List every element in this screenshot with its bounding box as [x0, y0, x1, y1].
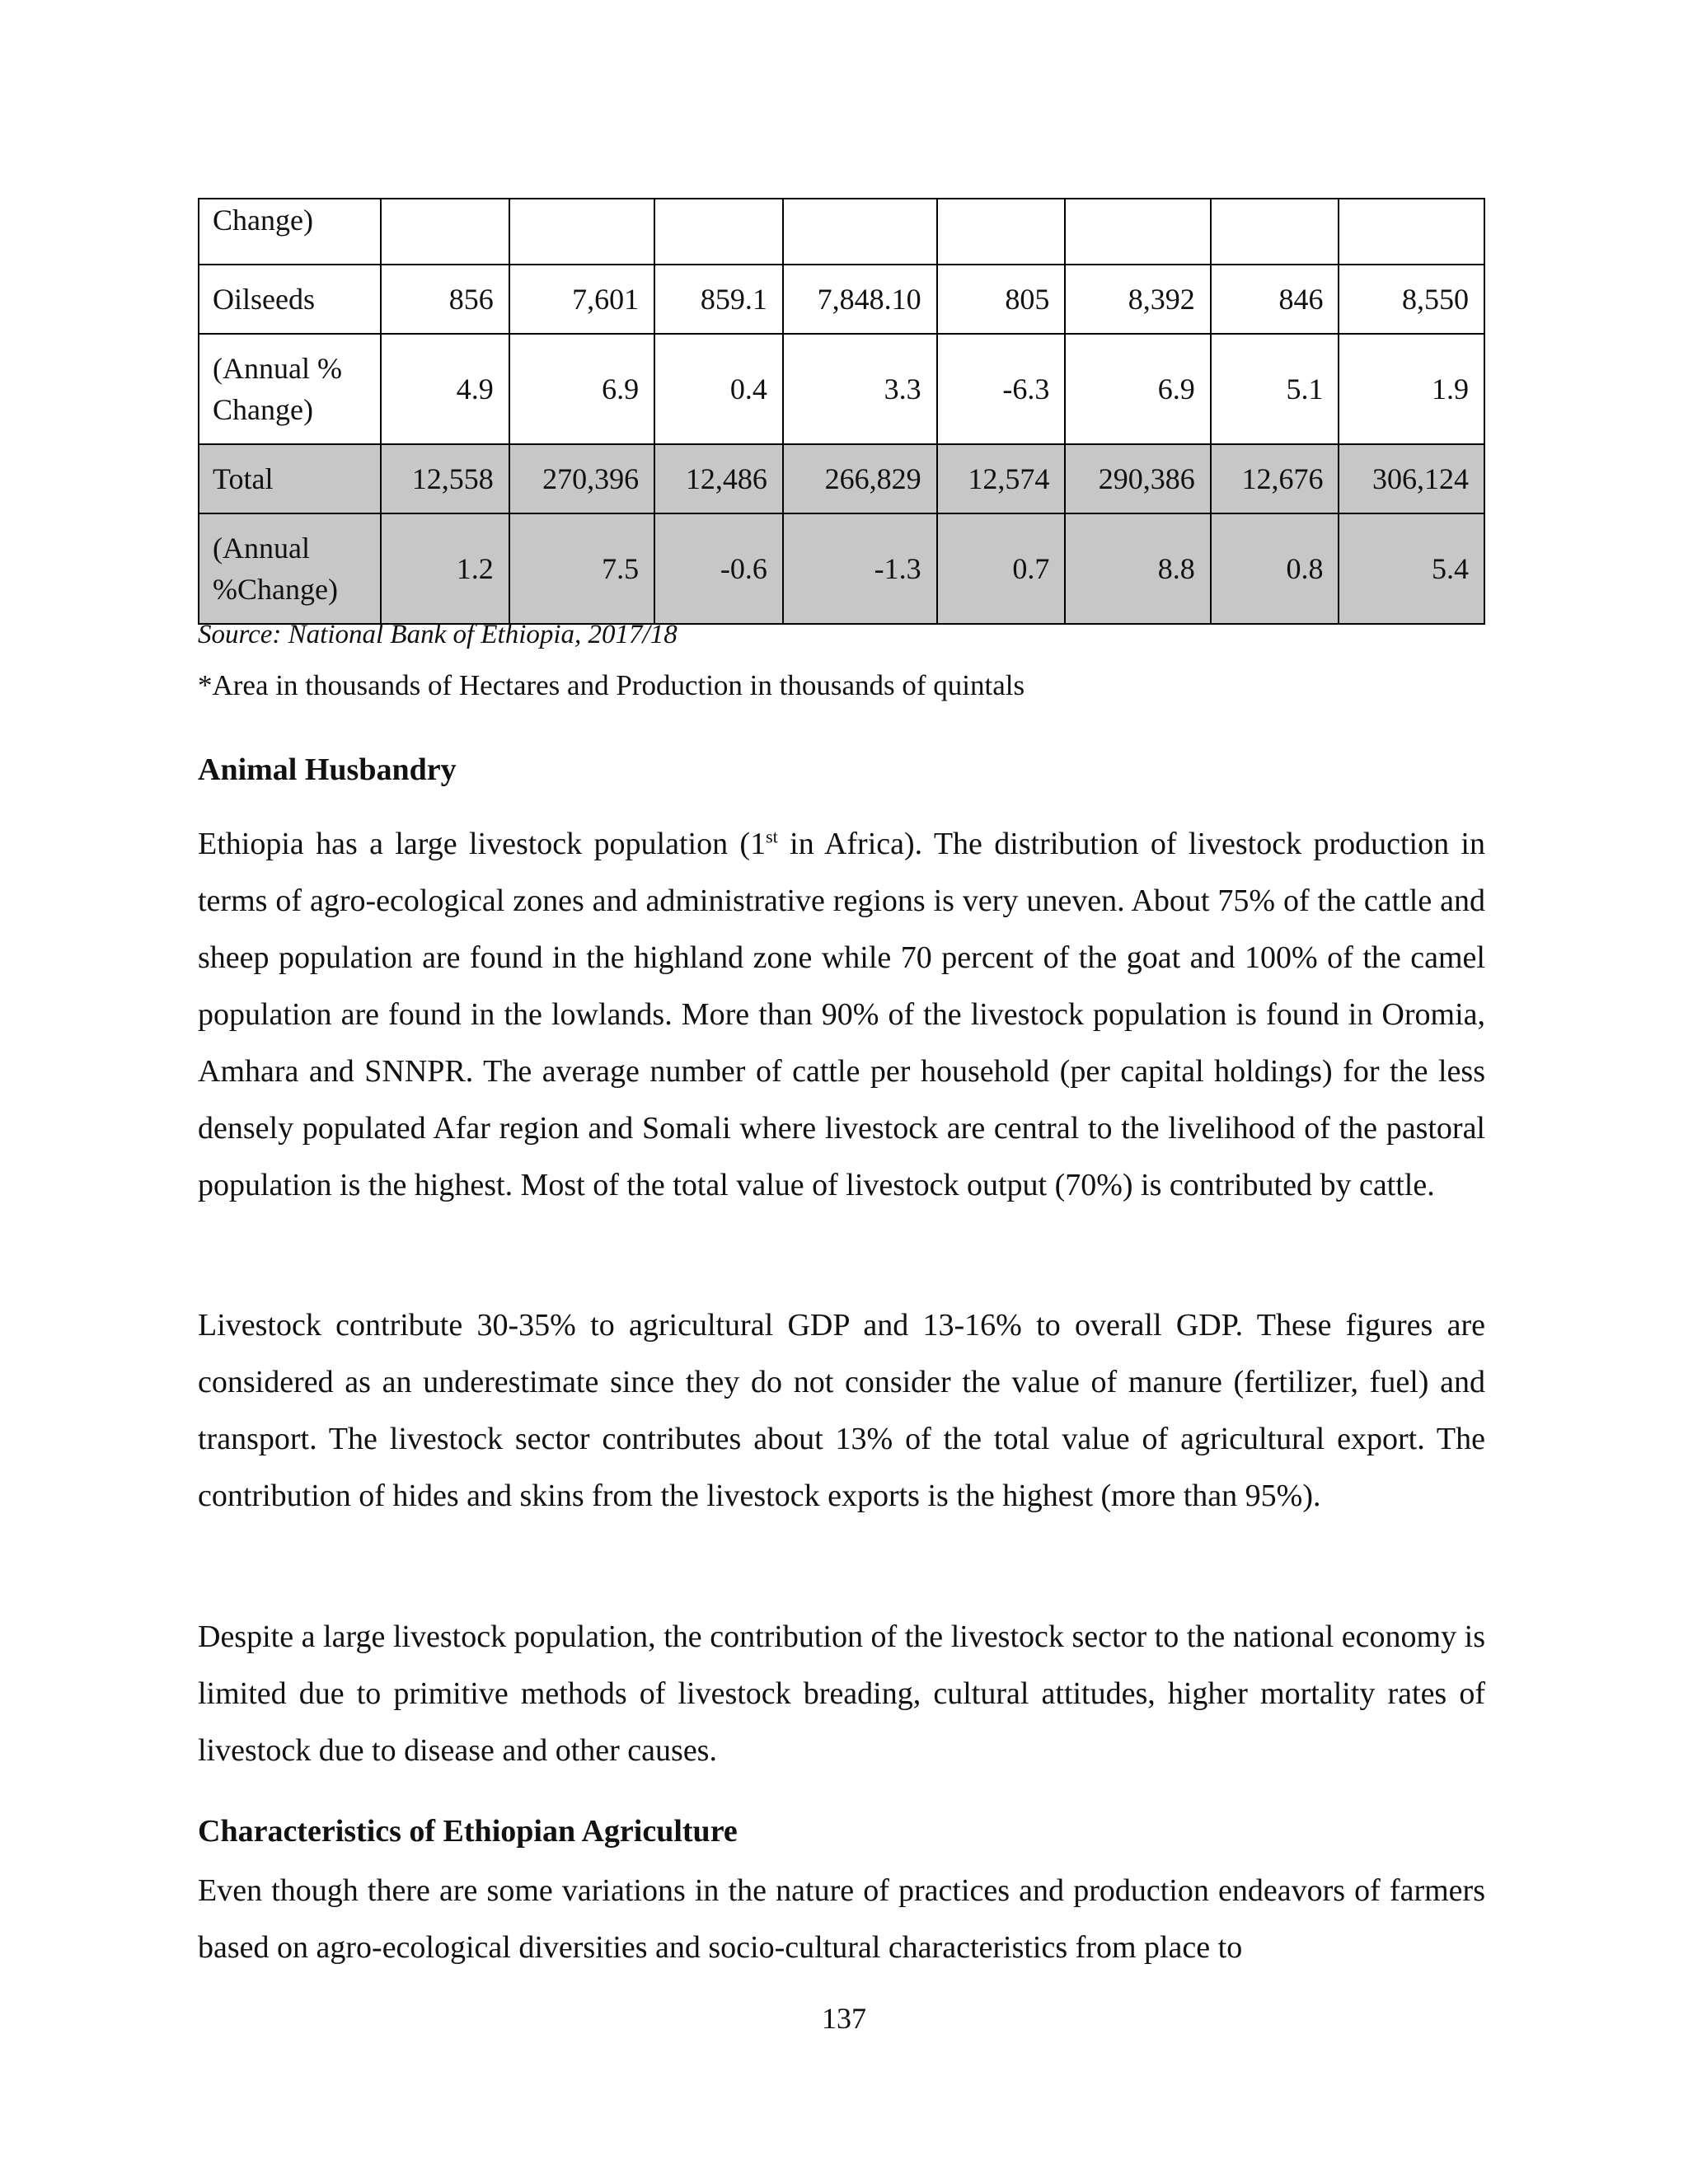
table-row: [199, 334, 1484, 444]
table-cell: 290,386: [1065, 444, 1210, 513]
table-row: [199, 444, 1484, 513]
paragraph-text: in Africa). The distribution of livestock production in terms of agro-ecological zones and administrative regions is very uneven. About 75% of the cattle and sheep population are found in the highland zone while 70 percent of the goat and 100% of the camel population are found in the lowlands. More than 90% of the livestock population is found in Oromia, Amhara and SNNPR. The average number of cattle per household (per capital holdings) for the less densely populated Afar region and Somali where livestock are central to the livelihood of the pastoral population is the highest. Most of the total value of livestock output (70%) is contributed by cattle.: [198, 827, 1485, 1202]
superscript-ordinal: st: [766, 826, 778, 847]
paragraph-livestock-limits: Despite a large livestock population, the contribution of the livestock sector to the national economy is limited due to primitive methods of livestock breading, cultural attitudes, higher mortality rates of livestock due to disease and other causes.: [198, 1619, 1485, 1768]
table-cell: 5.4: [1339, 513, 1484, 624]
paragraph-livestock-gdp: Livestock contribute 30-35% to agricultural GDP and 13-16% to overall GDP. These figures are considered as an underestimate since they do not consider the value of manure (fertilizer, fuel) and transport. The livestock sector contributes about 13% of the total value of agricultural export. The contribution of hides and skins from the livestock exports is the highest (more than 95%).: [198, 1308, 1485, 1513]
table-cell: [937, 199, 1066, 265]
table-cell: 270,396: [509, 444, 654, 513]
row-label-cell: Oilseeds: [199, 265, 381, 334]
row-label-cell: (Annual %Change): [199, 513, 381, 624]
section-heading-animal-husbandry: Animal Husbandry: [198, 752, 457, 787]
table-cell: [654, 199, 783, 265]
table-cell: 1.2: [381, 513, 509, 624]
table-cell: 859.1: [654, 265, 783, 334]
table-cell: 846: [1211, 265, 1339, 334]
table-row: [199, 265, 1484, 334]
table-cell: 5.1: [1211, 334, 1339, 444]
table-row: [199, 199, 1484, 265]
paragraph-text: Ethiopia has a large livestock population (1: [198, 827, 767, 861]
table-cell: 7,848.10: [783, 265, 937, 334]
table-body: [199, 199, 1484, 624]
paragraph-characteristics: Even though there are some variations in the nature of practices and production endeavors of farmers based on agro-ecological diversities and socio-cultural characteristics from place to: [198, 1873, 1485, 1965]
table-cell: 7.5: [509, 513, 654, 624]
table-cell: [783, 199, 937, 265]
table-cell: 8.8: [1065, 513, 1210, 624]
section-heading-characteristics: Characteristics of Ethiopian Agriculture: [198, 1814, 738, 1849]
table-cell: [1065, 199, 1210, 265]
table-cell: 0.8: [1211, 513, 1339, 624]
table-source: Source: National Bank of Ethiopia, 2017/18: [198, 620, 678, 649]
table-cell: 7,601: [509, 265, 654, 334]
table-cell: -0.6: [654, 513, 783, 624]
table-cell: 6.9: [1065, 334, 1210, 444]
table-cell: 6.9: [509, 334, 654, 444]
table-cell: [1211, 199, 1339, 265]
table-cell: 12,574: [937, 444, 1066, 513]
table-cell: 12,486: [654, 444, 783, 513]
table-cell: 12,676: [1211, 444, 1339, 513]
table-cell: -6.3: [937, 334, 1066, 444]
table-footnote: *Area in thousands of Hectares and Production in thousands of quintals: [198, 669, 1025, 701]
table-cell: 266,829: [783, 444, 937, 513]
row-label-cell: (Annual % Change): [199, 334, 381, 444]
page-number: 137: [822, 2002, 866, 2035]
table-cell: [509, 199, 654, 265]
table-cell: 8,550: [1339, 265, 1484, 334]
table-cell: 856: [381, 265, 509, 334]
table-cell: [381, 199, 509, 265]
table-cell: [1339, 199, 1484, 265]
row-label-cell: Change): [199, 199, 381, 265]
table-cell: 8,392: [1065, 265, 1210, 334]
table-cell: 306,124: [1339, 444, 1484, 513]
paragraph-livestock-population: [198, 816, 1485, 1214]
row-label-cell: Total: [199, 444, 381, 513]
table-cell: 0.7: [937, 513, 1066, 624]
table-cell: -1.3: [783, 513, 937, 624]
table-cell: 3.3: [783, 334, 937, 444]
table-cell: 805: [937, 265, 1066, 334]
table-cell: 12,558: [381, 444, 509, 513]
table-row: [199, 513, 1484, 624]
crop-data-table: [198, 198, 1485, 625]
table-cell: 0.4: [654, 334, 783, 444]
table-cell: 4.9: [381, 334, 509, 444]
table-cell: 1.9: [1339, 334, 1484, 444]
